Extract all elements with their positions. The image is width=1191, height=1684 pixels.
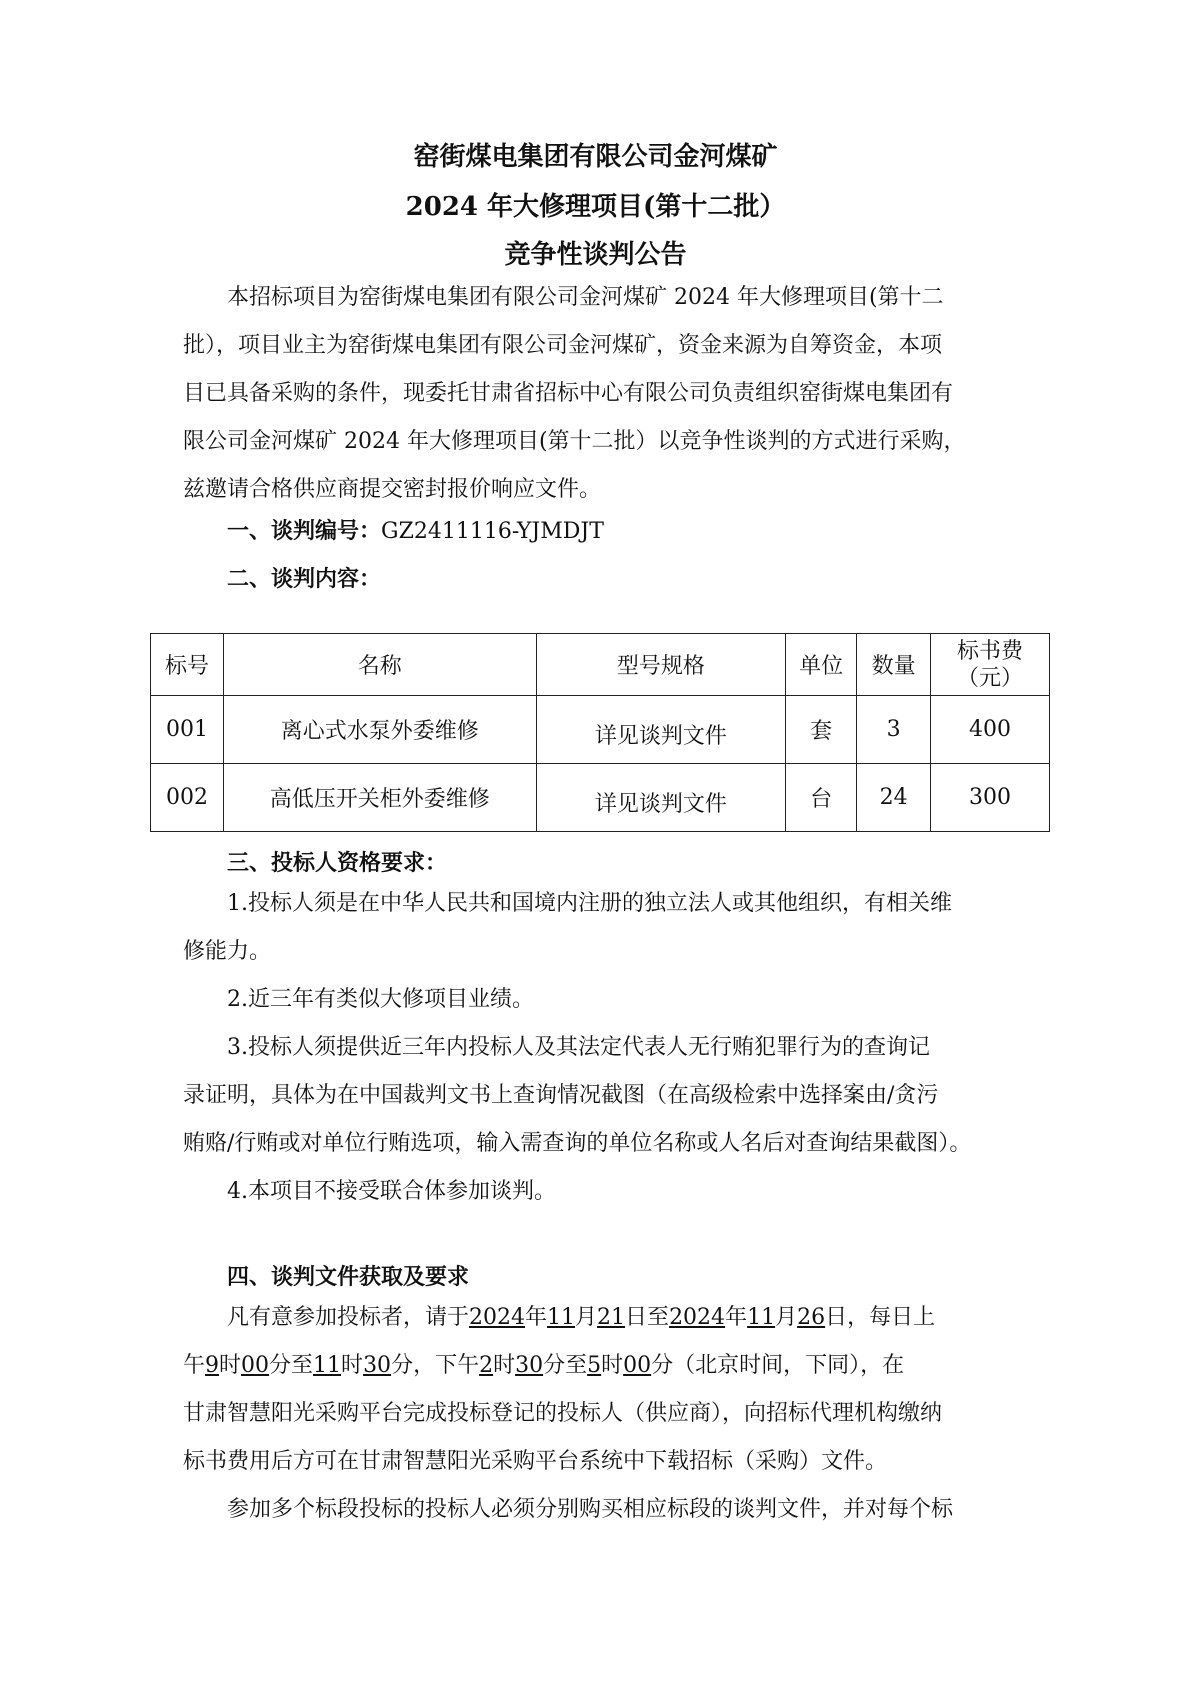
cell-fee: 400 [931, 696, 1050, 764]
text: 时 [493, 1353, 516, 1378]
section-3-label: 三、投标人资格要求： [227, 850, 448, 876]
text: 时 [219, 1353, 242, 1378]
title-announcement: 竞争性谈判公告 [504, 240, 687, 270]
section-1-label: 一、谈判编号： [227, 518, 382, 544]
header-name: 名称 [223, 634, 536, 696]
pm-end-hour: 5 [587, 1353, 602, 1378]
end-year: 2024 [669, 1305, 726, 1330]
header-spec: 型号规格 [536, 634, 786, 696]
header-fee-line2: （元） [957, 665, 1024, 691]
start-month: 11 [547, 1305, 576, 1330]
text: 日至 [625, 1305, 670, 1330]
text: 分至 [543, 1353, 588, 1378]
section-4-heading [227, 1260, 469, 1295]
cell-no: 001 [151, 696, 224, 764]
cell-unit: 台 [786, 764, 857, 832]
qualification-item-4: 4.本项目不接受联合体参加谈判。 [227, 1179, 556, 1204]
table-row [151, 764, 1050, 832]
text: 午 [183, 1353, 206, 1378]
text: 分（北京时间，下同），在 [651, 1353, 905, 1378]
title-company: 窑街煤电集团有限公司金河煤矿 [413, 142, 778, 172]
intro-line: 限公司金河煤矿 2024 年大修理项目(第十二批）以竞争性谈判的方式进行采购， [183, 429, 966, 454]
text: 分至 [269, 1353, 314, 1378]
cell-qty: 3 [857, 696, 931, 764]
header-unit: 单位 [786, 634, 857, 696]
pm-start-hour: 2 [479, 1353, 494, 1378]
table-header-row [151, 634, 1050, 696]
am-end-minute: 30 [363, 1353, 392, 1378]
pm-end-minute: 00 [623, 1353, 652, 1378]
am-start-minute: 00 [241, 1353, 270, 1378]
end-month: 11 [747, 1305, 776, 1330]
cell-qty: 24 [857, 764, 931, 832]
text: 月 [775, 1305, 798, 1330]
cell-no: 002 [151, 764, 224, 832]
section-2-label: 二、谈判内容： [227, 566, 382, 592]
text: 时 [601, 1353, 624, 1378]
intro-line: 兹邀请合格供应商提交密封报价响应文件。 [183, 477, 602, 502]
intro-line: 本招标项目为窑街煤电集团有限公司金河煤矿 2024 年大修理项目(第十二 [227, 285, 944, 310]
start-year: 2024 [469, 1305, 526, 1330]
intro-line: 批），项目业主为窑街煤电集团有限公司金河煤矿，资金来源为自筹资金，本项 [183, 333, 943, 358]
document-acquisition-paragraph [183, 1294, 1048, 1534]
qualification-item-1-cont: 修能力。 [183, 939, 272, 964]
intro-line: 目已具备采购的条件，现委托甘肃省招标中心有限公司负责组织窑街煤电集团有 [183, 381, 954, 406]
pm-start-minute: 30 [515, 1353, 544, 1378]
cell-name: 高低压开关柜外委维修 [223, 764, 536, 832]
header-fee [931, 634, 1050, 696]
section-2-heading [227, 562, 381, 597]
section-1-heading [227, 514, 604, 549]
qualification-item-2: 2.近三年有类似大修项目业绩。 [227, 987, 534, 1012]
intro-paragraph [183, 274, 1048, 514]
acquisition-line-1 [183, 1294, 1048, 1342]
multi-lot-line: 参加多个标段投标的投标人必须分别购买相应标段的谈判文件，并对每个标 [227, 1497, 954, 1522]
qualification-item-1: 1.投标人须是在中华人民共和国境内注册的独立法人或其他组织，有相关维 [227, 891, 952, 916]
header-no: 标号 [151, 634, 224, 696]
cell-fee: 300 [931, 764, 1050, 832]
qualification-list [183, 880, 1048, 1216]
table-row [151, 696, 1050, 764]
cell-spec: 详见谈判文件 [536, 764, 786, 832]
qualification-item-3-cont: 录证明，具体为在中国裁判文书上查询情况截图（在高级检索中选择案由/贪污 [183, 1083, 939, 1108]
title-project: 2024 年大修理项目(第十二批） [405, 192, 786, 222]
end-day: 26 [797, 1305, 826, 1330]
cell-spec: 详见谈判文件 [536, 696, 786, 764]
text: 时 [341, 1353, 364, 1378]
qualification-item-3-cont: 贿赂/行贿或对单位行贿选项，输入需查询的单位名称或人名后对查询结果截图）。 [183, 1131, 972, 1156]
text: 年 [725, 1305, 748, 1330]
text: 年 [525, 1305, 548, 1330]
cell-name: 离心式水泵外委维修 [223, 696, 536, 764]
acquisition-line-3: 甘肃智慧阳光采购平台完成投标登记的投标人（供应商），向招标代理机构缴纳 [183, 1401, 943, 1426]
text: 日，每日上 [825, 1305, 936, 1330]
am-end-hour: 11 [313, 1353, 342, 1378]
header-qty: 数量 [857, 634, 931, 696]
text: 凡有意参加投标者，请于 [227, 1305, 470, 1330]
qualification-item-3: 3.投标人须提供近三年内投标人及其法定代表人无行贿犯罪行为的查询记 [227, 1035, 930, 1060]
cell-unit: 套 [786, 696, 857, 764]
acquisition-line-2 [183, 1342, 1048, 1390]
section-4-label: 四、谈判文件获取及要求 [227, 1264, 470, 1290]
text: 分，下午 [391, 1353, 480, 1378]
content-table [150, 633, 1050, 832]
start-day: 21 [597, 1305, 626, 1330]
section-3-heading [227, 846, 447, 881]
negotiation-number: GZ2411116-YJMDJT [381, 519, 604, 544]
text: 月 [575, 1305, 598, 1330]
acquisition-line-4: 标书费用后方可在甘肃智慧阳光采购平台系统中下载招标（采购）文件。 [183, 1449, 888, 1474]
am-start-hour: 9 [205, 1353, 220, 1378]
header-fee-line1: 标书费 [957, 638, 1024, 664]
